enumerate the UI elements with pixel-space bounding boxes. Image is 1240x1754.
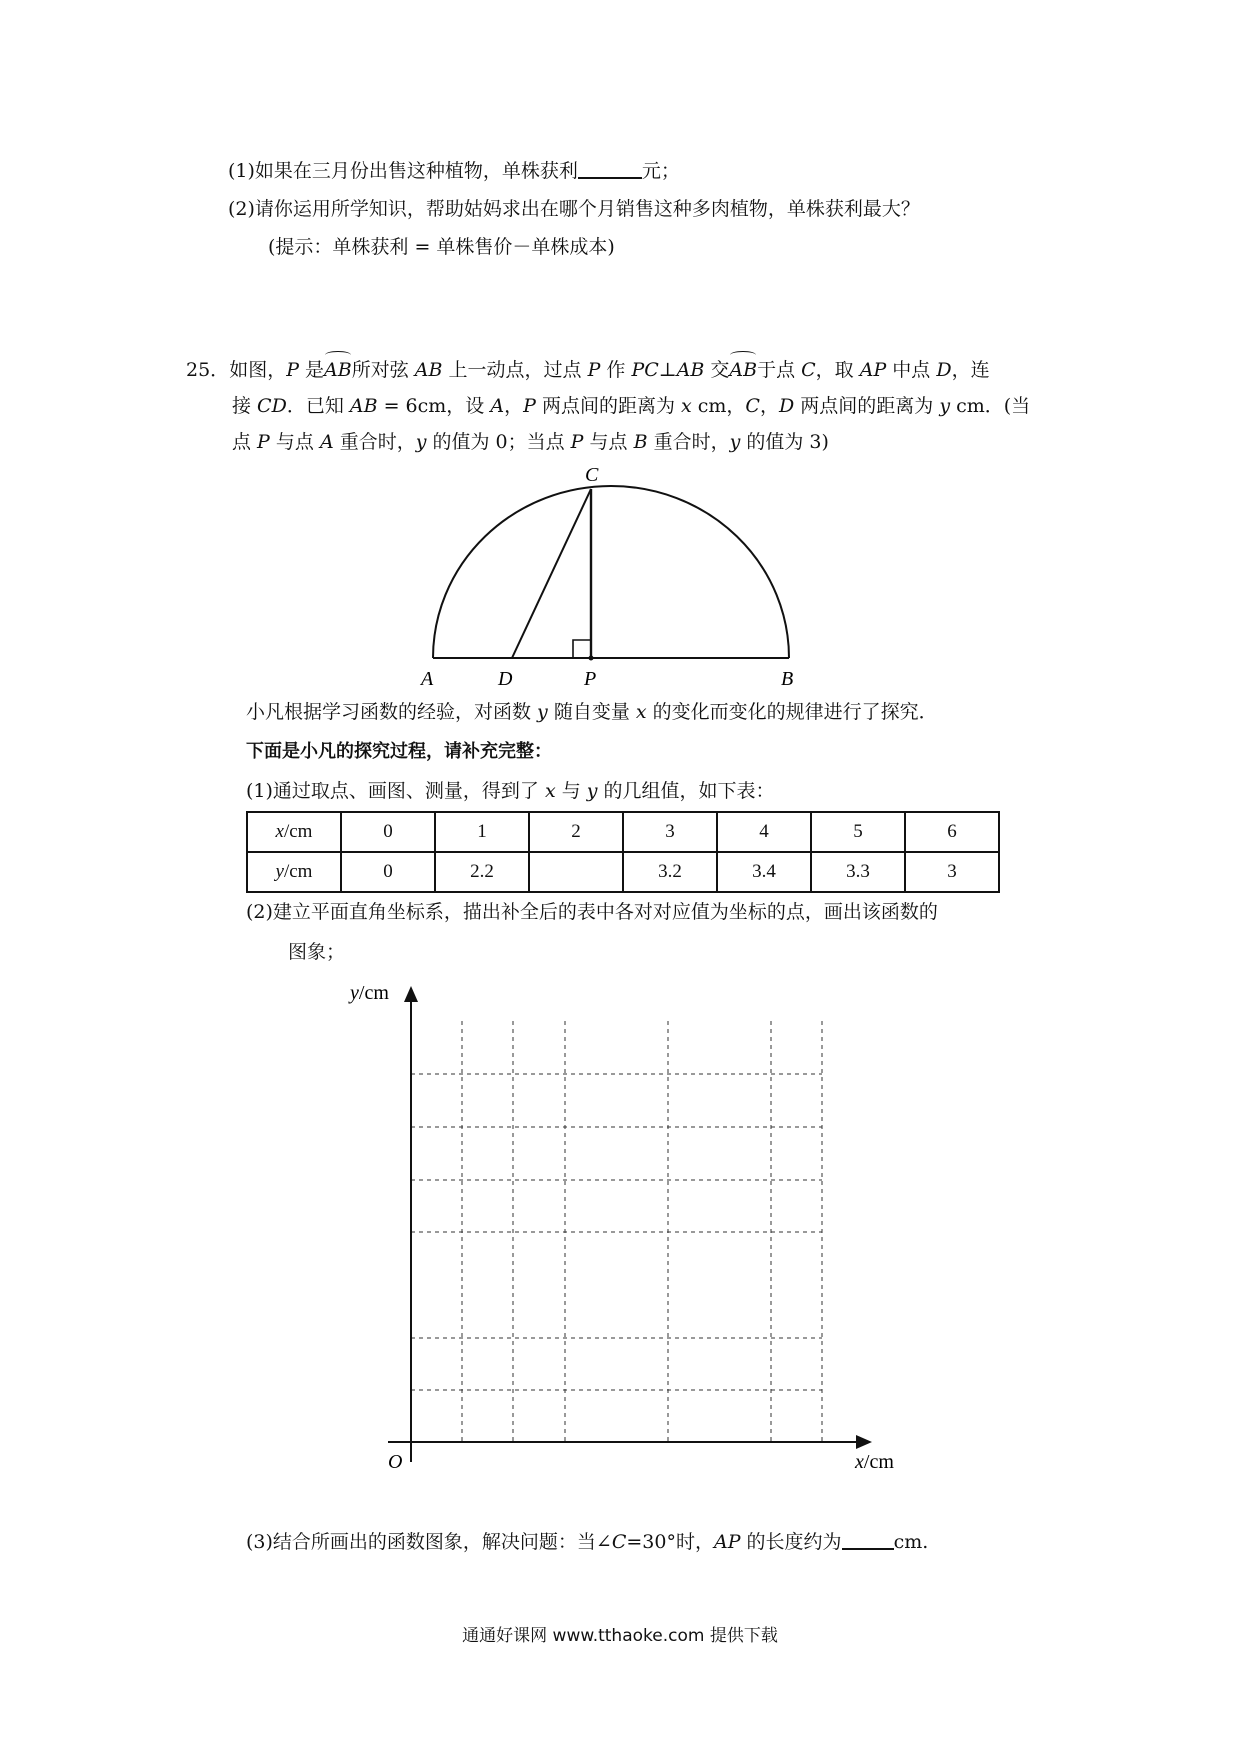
x-cell: 5 bbox=[811, 812, 905, 852]
page-footer: 通通好课网 www.tthaoke.com 提供下载 bbox=[462, 1626, 778, 1646]
coordinate-grid[interactable] bbox=[348, 982, 894, 1473]
y-cell-blank[interactable] bbox=[529, 852, 623, 892]
q24-part1: (1)如果在三月份出售这种植物，单株获利 元； bbox=[228, 157, 680, 185]
q25-part1: (1)通过取点、画图、测量，得到了 x 与 y 的几组值，如下表： bbox=[246, 780, 775, 802]
y-cell: 3.3 bbox=[811, 852, 905, 892]
label-d: D bbox=[498, 668, 513, 690]
q25-process-heading: 下面是小凡的探究过程，请补充完整： bbox=[246, 741, 552, 762]
x-cell: 2 bbox=[529, 812, 623, 852]
origin-label: O bbox=[388, 1451, 403, 1473]
x-cell: 4 bbox=[717, 812, 811, 852]
q25-line2: 接 CD．已知 AB = 6cm，设 A，P 两点间的距离为 x cm，C，D 两点间的距离为 y cm．(当 bbox=[232, 395, 1031, 417]
y-cell: 3 bbox=[905, 852, 999, 892]
point-p-dot bbox=[589, 656, 594, 661]
x-axis-label: x/cm bbox=[855, 1451, 894, 1473]
label-a: A bbox=[421, 668, 434, 690]
y-cell: 2.2 bbox=[435, 852, 529, 892]
q24-hint: (提示：单株获利 = 单株售价－单株成本) bbox=[268, 236, 615, 258]
q25-part2-line1: (2)建立平面直角坐标系，描出补全后的表中各对对应值为坐标的点，画出该函数的 bbox=[246, 901, 938, 923]
x-cell: 0 bbox=[341, 812, 435, 852]
table-row-x bbox=[247, 812, 999, 852]
x-axis-arrow bbox=[856, 1435, 872, 1449]
x-header: x/cm bbox=[247, 812, 341, 852]
y-header: y/cm bbox=[247, 852, 341, 892]
y-axis-label: y/cm bbox=[350, 982, 389, 1004]
grid-lines bbox=[411, 1021, 822, 1442]
q25-intro: 小凡根据学习函数的经验，对函数 y 随自变量 x 的变化而变化的规律进行了探究． bbox=[246, 701, 938, 723]
y-cell: 0 bbox=[341, 852, 435, 892]
q24-part2: (2)请你运用所学知识，帮助姑妈求出在哪个月销售这种多肉植物，单株获利最大？ bbox=[228, 198, 920, 220]
segment-cd bbox=[512, 489, 591, 658]
y-cell: 3.4 bbox=[717, 852, 811, 892]
arc-ab bbox=[433, 486, 789, 658]
right-angle-mark bbox=[573, 640, 591, 658]
semicircle-figure bbox=[419, 464, 793, 690]
xy-value-table bbox=[246, 811, 1000, 893]
q25-line3: 点 P 与点 A 重合时，y 的值为 0；当点 P 与点 B 重合时，y 的值为 3) bbox=[232, 431, 829, 453]
q25-line1: 25．如图，P 是AB所对弦 AB 上一动点，过点 P 作 PC⊥AB 交AB于点 C，取 AP 中点 D，连 bbox=[186, 356, 990, 384]
arc-ab-symbol: AB bbox=[324, 356, 352, 384]
q25-part3: (3)结合所画出的函数图象，解决问题：当∠C=30°时，AP 的长度约为 cm. bbox=[246, 1528, 928, 1556]
x-cell: 3 bbox=[623, 812, 717, 852]
table-row-y bbox=[247, 852, 999, 892]
label-p: P bbox=[584, 668, 597, 690]
q25-part2-line2: 图象； bbox=[288, 941, 346, 963]
x-cell: 6 bbox=[905, 812, 999, 852]
y-cell: 3.2 bbox=[623, 852, 717, 892]
arc-ab-symbol-2: AB bbox=[729, 356, 757, 384]
x-cell: 1 bbox=[435, 812, 529, 852]
label-c: C bbox=[585, 464, 599, 486]
answer-blank-2[interactable] bbox=[842, 1528, 894, 1550]
y-axis-arrow bbox=[404, 986, 418, 1002]
label-b: B bbox=[781, 668, 794, 690]
